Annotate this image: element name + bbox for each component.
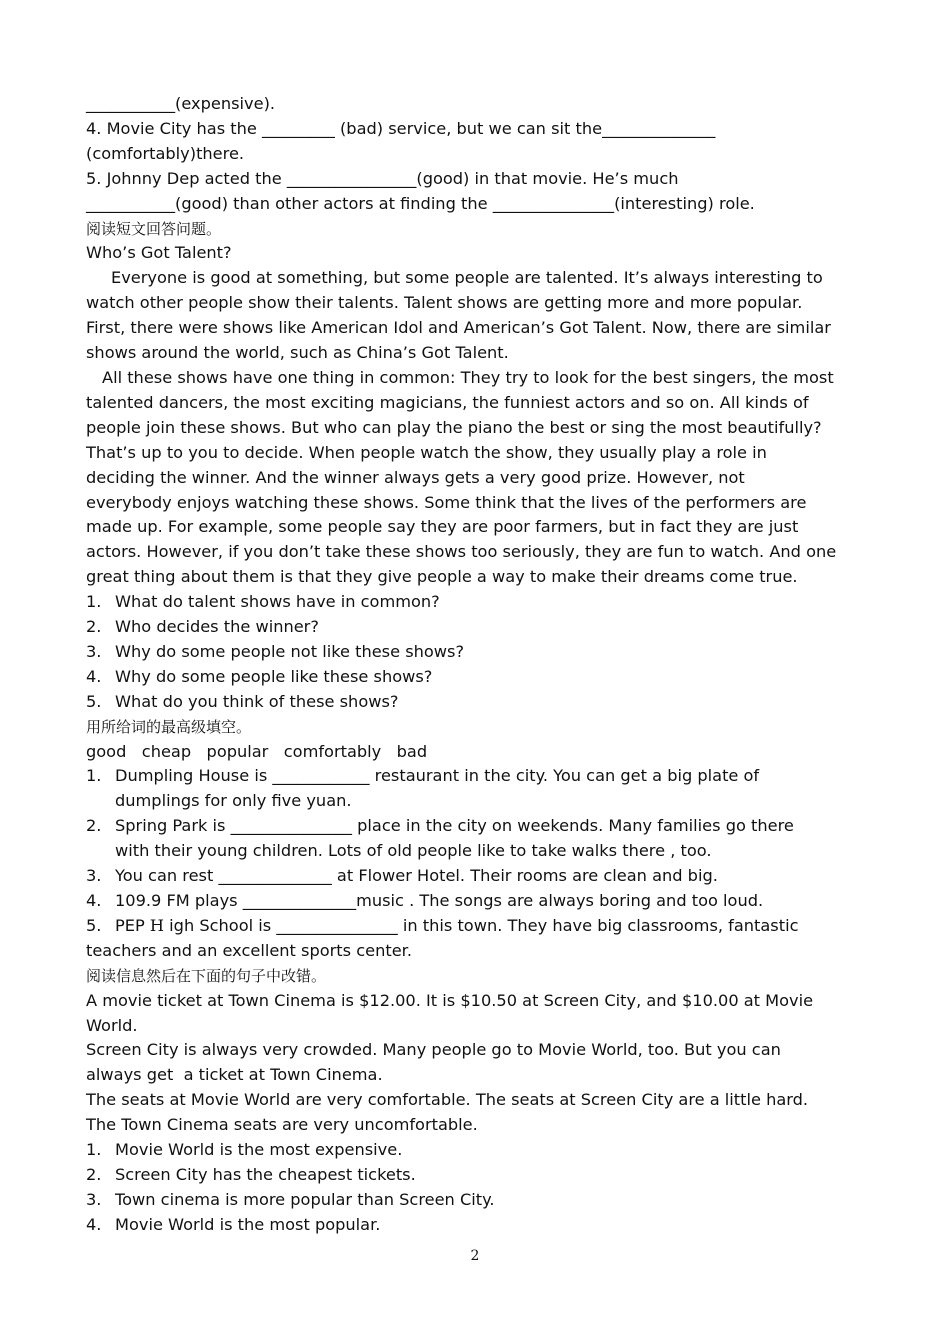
list-number: 1. xyxy=(86,592,102,612)
passage-line: That’s up to you to decide. When people watch the show, they usually play a role in xyxy=(86,442,767,462)
passage-line: great thing about them is that they give people a way to make their dreams come true. xyxy=(86,567,798,587)
question-text: What do talent shows have in common? xyxy=(115,592,440,612)
list-number: 4. xyxy=(86,1214,102,1234)
list-item xyxy=(86,640,866,665)
passage-line: All these shows have one thing in common: They try to look for the best singers, the most xyxy=(102,367,834,387)
passage-line: talented dancers, the most exciting magicians, the funniest actors and so on. All kinds of xyxy=(86,392,809,412)
word-bank: good cheap popular comfortably bad xyxy=(86,741,428,761)
item-text: 109.9 FM plays ______________music . The songs are always boring and too loud. xyxy=(115,891,764,910)
correction-info xyxy=(86,989,866,1138)
list-number: 1. xyxy=(86,766,102,786)
passage-paragraph-2 xyxy=(86,366,866,590)
passage-line: everybody enjoys watching these shows. Some think that the lives of the performers are xyxy=(86,492,807,512)
list-item xyxy=(86,1138,866,1163)
passage-line: watch other people show their talents. Talent shows are getting more and more popular. xyxy=(86,293,803,313)
fill-line: 4. Movie City has the _________ (bad) service, but we can sit the______________ xyxy=(86,118,716,138)
fill-line: 5. Johnny Dep acted the ________________(good) in that movie. He’s much xyxy=(86,168,679,188)
list-item xyxy=(86,889,866,914)
list-item xyxy=(86,1188,866,1213)
list-number: 2. xyxy=(86,1164,102,1184)
sentence-text: Movie World is the most popular. xyxy=(115,1214,381,1234)
info-line: World. xyxy=(86,1015,138,1035)
list-number: 2. xyxy=(86,617,102,637)
fill-line: ___________(expensive). xyxy=(86,94,276,113)
passage-title: Who’s Got Talent? xyxy=(86,243,232,263)
list-item xyxy=(86,1163,866,1188)
list-item xyxy=(86,814,866,839)
list-number: 4. xyxy=(86,666,102,686)
list-number: 3. xyxy=(86,641,102,661)
item-text-a: PEP xyxy=(115,915,150,935)
correction-heading: 阅读信息然后在下面的句子中改错。 xyxy=(86,966,327,985)
info-line: The Town Cinema seats are very uncomfortable. xyxy=(86,1115,478,1135)
item-text-b: igh School is _______________ in this town. They have big classrooms, fantastic xyxy=(164,915,799,935)
list-item xyxy=(86,590,866,615)
list-number: 3. xyxy=(86,866,102,886)
superlative-heading: 用所给词的最高级填空。 xyxy=(86,717,252,736)
correction-sentences xyxy=(86,1138,866,1238)
reading-heading: 阅读短文回答问题。 xyxy=(86,219,222,238)
list-number: 2. xyxy=(86,816,102,836)
sentence-text: Town cinema is more popular than Screen City. xyxy=(115,1189,495,1209)
passage-line: First, there were shows like American Idol and American’s Got Talent. Now, there are similar xyxy=(86,318,831,338)
list-item xyxy=(86,914,866,939)
info-line: Screen City is always very crowded. Many people go to Movie World, too. But you can xyxy=(86,1040,781,1060)
list-item xyxy=(86,1213,866,1238)
passage-line: deciding the winner. And the winner always gets a very good prize. However, not xyxy=(86,467,745,487)
passage-line: Everyone is good at something, but some people are talented. It’s always interesting to xyxy=(111,268,823,288)
question-text: Who decides the winner? xyxy=(115,617,319,637)
info-line: always get a ticket at Town Cinema. xyxy=(86,1065,383,1085)
list-number: 4. xyxy=(86,891,102,910)
sentence-text: Movie World is the most expensive. xyxy=(115,1140,403,1160)
passage-line: made up. For example, some people say they are poor farmers, but in fact they are just xyxy=(86,517,799,537)
passage-line: actors. However, if you don’t take these shows too seriously, they are fun to watch. And one xyxy=(86,542,837,562)
list-item xyxy=(86,615,866,640)
fill-line: ___________(good) than other actors at finding the _______________(interesting) role. xyxy=(86,193,755,213)
list-item xyxy=(86,764,866,789)
passage-line: people join these shows. But who can play the piano the best or sing the most beautifully? xyxy=(86,417,822,437)
list-number: 3. xyxy=(86,1189,102,1209)
info-line: A movie ticket at Town Cinema is $12.00. It is $10.50 at Screen City, and $10.00 at Movie xyxy=(86,990,814,1010)
item-continuation: teachers and an excellent sports center. xyxy=(86,940,412,960)
fill-line: (comfortably)there. xyxy=(86,143,245,163)
question-text: What do you think of these shows? xyxy=(115,691,399,711)
question-text: Why do some people not like these shows? xyxy=(115,641,465,661)
list-number: 5. xyxy=(86,691,102,711)
list-number: 5. xyxy=(86,915,102,935)
item-text: You can rest ______________ at Flower Hotel. Their rooms are clean and big. xyxy=(115,866,718,886)
list-item xyxy=(86,864,866,889)
item-text: Spring Park is _______________ place in the city on weekends. Many families go there xyxy=(115,816,794,836)
page-number: 2 xyxy=(470,1248,480,1264)
document-page xyxy=(86,92,866,1238)
list-item xyxy=(86,665,866,690)
info-line: The seats at Movie World are very comfortable. The seats at Screen City are a little hard. xyxy=(86,1090,809,1110)
item-text: Dumpling House is ____________ restaurant in the city. You can get a big plate of xyxy=(115,766,760,786)
sentence-text: Screen City has the cheapest tickets. xyxy=(115,1164,416,1184)
list-number: 1. xyxy=(86,1140,102,1160)
reading-questions xyxy=(86,590,866,715)
superlative-items xyxy=(86,764,866,963)
question-text: Why do some people like these shows? xyxy=(115,666,433,686)
item-text-h: H xyxy=(149,915,165,935)
item-continuation: with their young children. Lots of old people like to take walks there , too. xyxy=(115,841,712,861)
list-item xyxy=(86,690,866,715)
item-continuation: dumplings for only five yuan. xyxy=(115,791,352,811)
passage-paragraph-1 xyxy=(86,266,866,366)
passage-line: shows around the world, such as China’s Got Talent. xyxy=(86,343,509,363)
